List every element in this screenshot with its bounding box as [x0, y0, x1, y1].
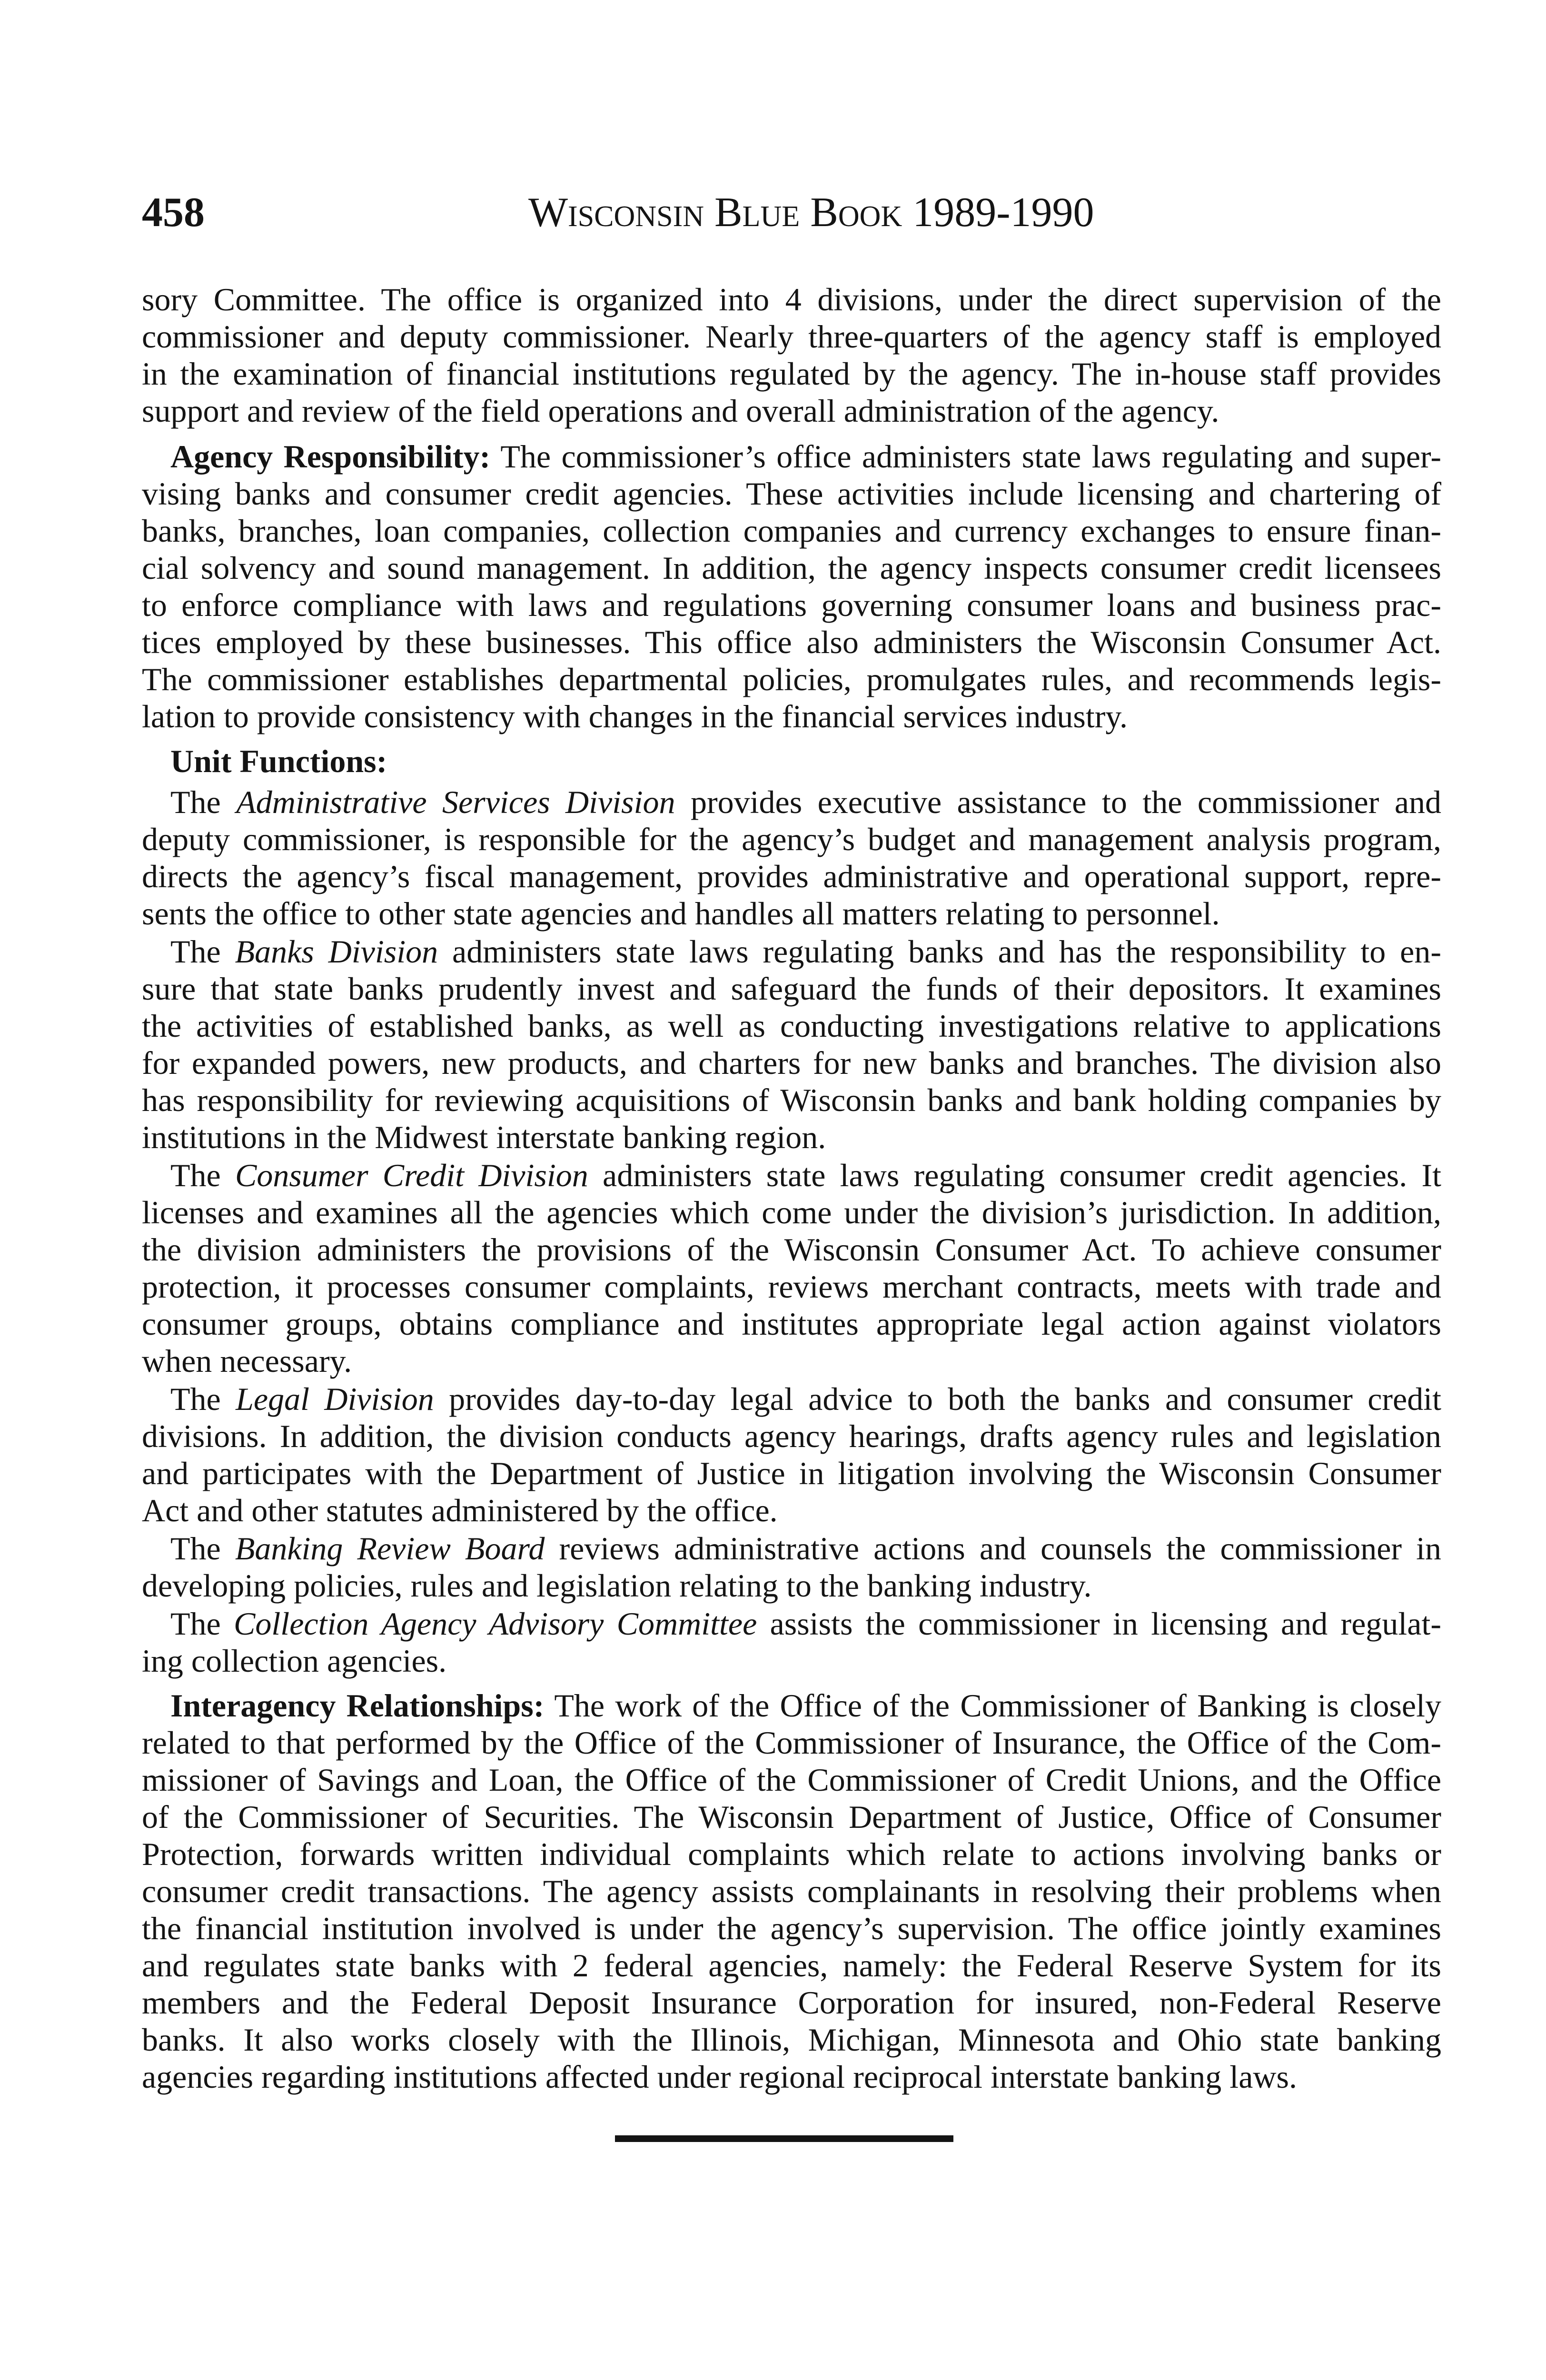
paragraph-banking-review-board: [142, 1530, 1441, 1604]
body-line: sents the office to other state agencies and handles all matters relating to personnel.: [142, 895, 1220, 932]
body-line: [142, 1380, 1441, 1418]
body-line: banks. It also works closely with the Illinois, Michigan, Minnesota and Ohio state banking: [142, 2022, 1441, 2058]
unit-functions-heading-block: [142, 743, 1441, 780]
body-line: the division administers the provisions of the Wisconsin Consumer Act. To achieve consumer: [142, 1231, 1441, 1268]
body-line: members and the Federal Deposit Insurance Corporation for insured, non-Federal Reserve: [142, 1984, 1441, 2021]
section-heading: Interagency Relationships:: [170, 1687, 545, 1724]
paragraph-interagency-relationships: [142, 1687, 1441, 2095]
division-name: Consumer Credit Division: [235, 1157, 588, 1193]
body-line: protection, it processes consumer complaints, reviews merchant contracts, meets with trade and: [142, 1269, 1441, 1305]
paragraph-administrative-services-division: [142, 783, 1441, 932]
body-line: developing policies, rules and legislation relating to the banking industry.: [142, 1567, 1092, 1604]
body-line: the activities of established banks, as well as conducting investigations relative to applications: [142, 1008, 1441, 1044]
body-line: [142, 1687, 1441, 1724]
body-line: [142, 1530, 1441, 1567]
paragraph-agency-responsibility: [142, 438, 1441, 735]
body-line: for expanded powers, new products, and charters for new banks and branches. The division also: [142, 1045, 1441, 1081]
body-line: lation to provide consistency with changes in the financial services industry.: [142, 698, 1128, 734]
body-line: [142, 438, 1441, 475]
body-line: support and review of the field operations and overall administration of the agency.: [142, 393, 1219, 429]
body-line: missioner of Savings and Loan, the Office of the Commissioner of Credit Unions, and the Office: [142, 1762, 1441, 1798]
body-line-text: provides day-to-day legal advice to both the banks and consumer credit: [449, 1381, 1442, 1417]
body-line: directs the agency’s fiscal management, provides administrative and operational support, repre-: [142, 858, 1441, 894]
body-line: vising banks and consumer credit agencies. These activities include licensing and chartering of: [142, 476, 1441, 512]
body-line: agencies regarding institutions affected under regional reciprocal interstate banking laws.: [142, 2059, 1297, 2095]
division-name: Legal Division: [236, 1381, 434, 1417]
lead-word: The: [170, 1157, 221, 1193]
body-line: the financial institution involved is under the agency’s supervision. The office jointly examines: [142, 1910, 1441, 1946]
paragraph-intro: [142, 281, 1441, 429]
lead-word: The: [170, 1530, 221, 1567]
paragraph-collection-agency-advisory-committee: [142, 1605, 1441, 1679]
lead-word: The: [170, 1606, 221, 1642]
section-heading: Agency Responsibility:: [170, 438, 491, 475]
body-line: to enforce compliance with laws and regulations governing consumer loans and business prac-: [142, 587, 1441, 623]
body-line: sory Committee. The office is organized into 4 divisions, under the direct supervision of the: [142, 281, 1441, 317]
body-line: [142, 1157, 1441, 1194]
running-title: Wisconsin Blue Book 1989-1990: [528, 189, 1094, 236]
body-line: [142, 933, 1441, 970]
body-line: and participates with the Department of Justice in litigation involving the Wisconsin Consumer: [142, 1455, 1441, 1491]
body-line: and regulates state banks with 2 federal agencies, namely: the Federal Reserve System for its: [142, 1947, 1441, 1983]
body-line: [142, 1605, 1441, 1642]
body-line-text: The work of the Office of the Commissioner of Banking is closely: [554, 1687, 1441, 1724]
section-end-rule: [615, 2135, 953, 2142]
body-line-text: assists the commissioner in licensing and regulat-: [770, 1606, 1441, 1642]
body-line: banks, branches, loan companies, collection companies and currency exchanges to ensure finan-: [142, 513, 1441, 549]
body-line: [142, 783, 1441, 821]
paragraph-banks-division: [142, 933, 1441, 1156]
body-line: tices employed by these businesses. This office also administers the Wisconsin Consumer Act.: [142, 624, 1441, 660]
body-line: cial solvency and sound management. In addition, the agency inspects consumer credit licensees: [142, 550, 1441, 586]
body-text: [142, 281, 1441, 2095]
body-line: consumer credit transactions. The agency assists complainants in resolving their problems when: [142, 1873, 1441, 1909]
body-line: Act and other statutes administered by the office.: [142, 1492, 778, 1528]
division-name: Administrative Services Division: [236, 784, 675, 820]
body-line: of the Commissioner of Securities. The Wisconsin Department of Justice, Office of Consumer: [142, 1799, 1441, 1835]
division-name: Banking Review Board: [235, 1530, 545, 1567]
body-line: consumer groups, obtains compliance and institutes appropriate legal action against violators: [142, 1306, 1441, 1342]
body-line: sure that state banks prudently invest and safeguard the funds of their depositors. It examines: [142, 971, 1441, 1007]
body-line-text: reviews administrative actions and counsels the commissioner in: [559, 1530, 1442, 1567]
body-line: in the examination of financial institutions regulated by the agency. The in-house staff provides: [142, 356, 1441, 392]
body-line-text: provides executive assistance to the commissioner and: [690, 784, 1442, 820]
body-line: when necessary.: [142, 1343, 352, 1379]
body-line: The commissioner establishes departmental policies, promulgates rules, and recommends legis-: [142, 661, 1441, 697]
lead-word: The: [170, 1381, 221, 1417]
division-name: Banks Division: [235, 933, 438, 970]
body-line: licenses and examines all the agencies which come under the division’s jurisdiction. In addition,: [142, 1194, 1441, 1230]
body-line-text: administers state laws regulating banks and has the responsibility to en-: [452, 933, 1441, 970]
paragraph-legal-division: [142, 1380, 1441, 1529]
body-line: commissioner and deputy commissioner. Nearly three-quarters of the agency staff is employed: [142, 318, 1441, 355]
paragraph-consumer-credit-division: [142, 1157, 1441, 1379]
body-line: deputy commissioner, is responsible for the agency’s budget and management analysis program,: [142, 821, 1441, 857]
page-number: 458: [142, 189, 205, 236]
body-line: [142, 743, 1441, 780]
lead-word: The: [170, 933, 221, 970]
body-line: Protection, forwards written individual complaints which relate to actions involving banks or: [142, 1836, 1441, 1872]
body-line: divisions. In addition, the division conducts agency hearings, drafts agency rules and legislation: [142, 1418, 1441, 1454]
body-line: ing collection agencies.: [142, 1643, 447, 1679]
body-line: related to that performed by the Office of the Commissioner of Insurance, the Office of the Com-: [142, 1725, 1441, 1761]
body-line-text: administers state laws regulating consumer credit agencies. It: [603, 1157, 1442, 1193]
body-line-text: The commissioner’s office administers state laws regulating and super-: [500, 438, 1441, 475]
body-line: has responsibility for reviewing acquisitions of Wisconsin banks and bank holding companies by: [142, 1082, 1441, 1118]
division-name: Collection Agency Advisory Committee: [234, 1606, 757, 1642]
body-line: institutions in the Midwest interstate banking region.: [142, 1119, 826, 1155]
lead-word: The: [170, 784, 221, 820]
section-heading: Unit Functions:: [170, 743, 387, 779]
